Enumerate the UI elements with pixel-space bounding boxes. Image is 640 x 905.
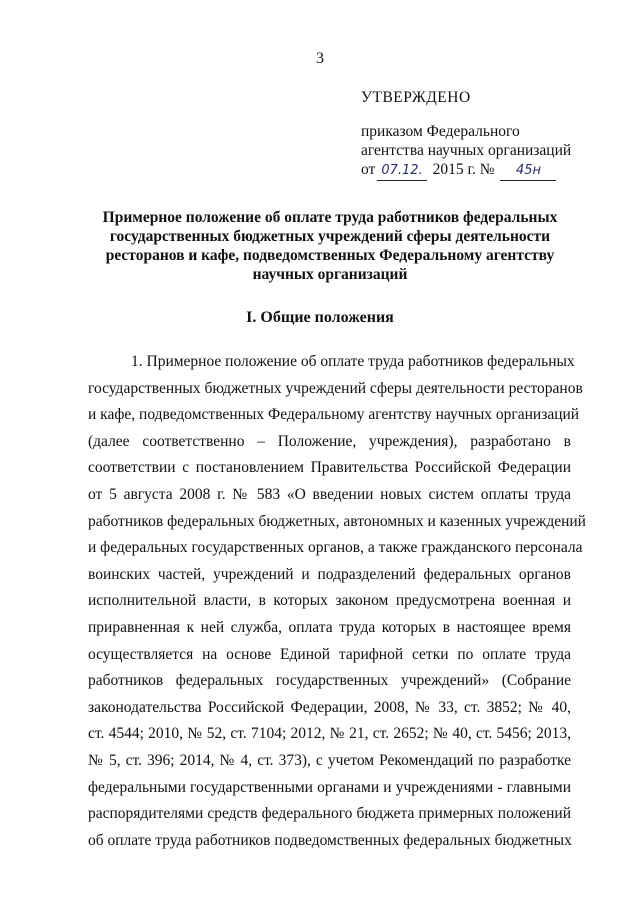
paragraph-line: осуществляется на основе Единой тарифной сетки по оплате труда — [88, 645, 571, 663]
date-prefix: от — [361, 161, 376, 178]
paragraph-line: государственных бюджетных учреждений сферы деятельности ресторанов — [88, 379, 583, 397]
approval-title: УТВЕРЖДЕНО — [361, 89, 471, 106]
paragraph-line: законодательства Российской Федерации, 2008, № 33, ст. 3852; № 40, — [88, 698, 571, 716]
paragraph-line: от 5 августа 2008 г. № 583 «О введении новых систем оплаты труда — [88, 485, 571, 503]
document-title: Примерное положение об оплате труда работников федеральных государственных бюджетных учреждений сферы деятельности ресторанов и кафе, подведомственных Федеральному агентству научных организаций — [102, 209, 558, 283]
paragraph-line: федеральными государственными органами и учреждениями - главными — [88, 778, 571, 796]
page-number: 3 — [316, 50, 324, 67]
paragraph-line: ст. 4544; 2010, № 52, ст. 7104; 2012, № 21, ст. 2652; № 40, ст. 5456; 2013, — [88, 725, 571, 743]
paragraph-line: приравненная к ней служба, оплата труда которых в настоящее время — [88, 618, 571, 636]
handwritten-date: 07.12. — [377, 161, 426, 181]
approval-line-order: приказом Федерального — [361, 123, 520, 140]
handwritten-order-number: 45н — [500, 161, 556, 181]
paragraph-line: исполнительной власти, в которых законом предусмотрена военная и — [88, 592, 571, 610]
paragraph-line: воинских частей, учреждений и подразделений федеральных органов — [88, 565, 571, 583]
paragraph-line: 1. Примерное положение об оплате труда работников федеральных — [131, 353, 575, 370]
paragraph-line: № 5, ст. 396; 2014, № 4, ст. 373), с учетом Рекомендаций по разработке — [88, 751, 571, 769]
paragraph-line: и федеральных государственных органов, а также гражданского персонала — [88, 539, 583, 557]
approval-line-date — [361, 160, 571, 181]
approval-line-agency: агентства научных организаций — [361, 142, 572, 159]
paragraph-line: об оплате труда работников подведомственных федеральных бюджетных — [88, 831, 572, 849]
body-paragraph — [88, 349, 586, 854]
paragraph-line: работников федеральных бюджетных, автономных и казенных учреждений — [88, 512, 586, 530]
paragraph-line: и кафе, подведомственных Федеральному агентству научных организаций — [88, 406, 580, 424]
paragraph-line: соответствии с постановлением Правительства Российской Федерации — [88, 459, 571, 477]
paragraph-line: распорядителями средств федерального бюджета примерных положений — [88, 805, 571, 823]
year-text: 2015 г. № — [432, 161, 495, 178]
approval-block — [361, 88, 571, 181]
paragraph-line: (далее соответственно – Положение, учреждения), разработано в — [88, 432, 571, 450]
paragraph-line: работников федеральных государственных учреждений» (Собрание — [88, 672, 571, 690]
section-heading: I. Общие положения — [246, 309, 394, 326]
